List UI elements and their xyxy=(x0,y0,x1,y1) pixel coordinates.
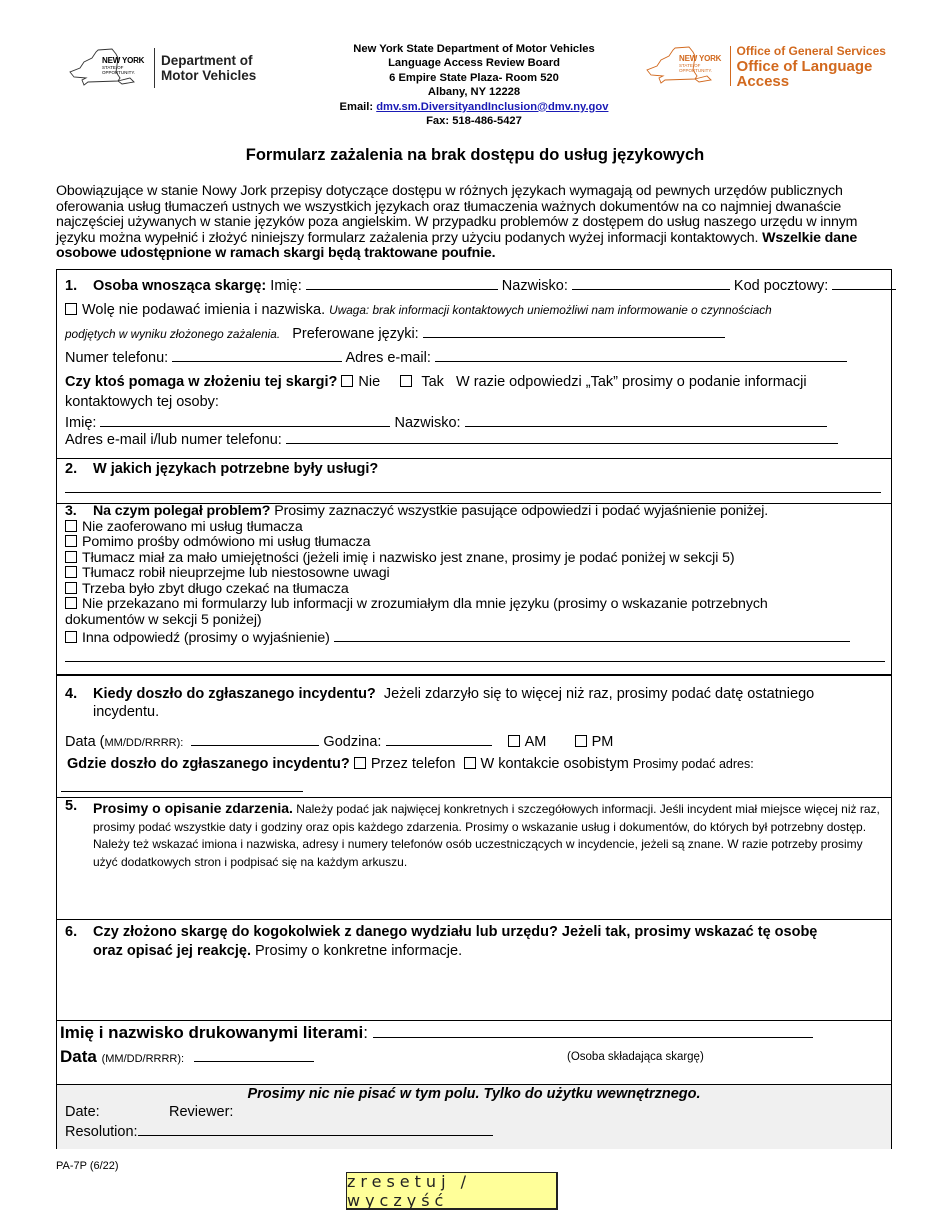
email-label: Email: xyxy=(339,100,377,113)
option-checkbox[interactable] xyxy=(65,566,77,578)
internal-use-box: Prosimy nic nie pisać w tym polu. Tylko do użytku wewnętrznego. Date: Reviewer: Resolution: xyxy=(57,1085,891,1149)
logo-divider xyxy=(730,46,731,86)
incident-address-field[interactable] xyxy=(61,778,303,792)
agency-name-line2: Motor Vehicles xyxy=(161,68,257,83)
incident-time-field[interactable] xyxy=(386,732,492,746)
ogs-name: Office of General Services xyxy=(736,43,886,58)
helper-first-name-field[interactable] xyxy=(100,413,390,427)
section1-heading: Osoba wnosząca skargę: xyxy=(93,278,267,294)
form-code: PA-7P (6/22) xyxy=(56,1160,119,1172)
other-explanation-field[interactable] xyxy=(334,628,850,642)
printed-name-field[interactable] xyxy=(373,1021,813,1038)
section-complainant: 1. Osoba wnosząca skargę: Imię: Nazwisko: Kod pocztowy: Wolę nie podawać imienia i nazwiska. Uwaga: brak informacji kontaktowych uniemożliwi nam informowanie o czynnościach podjętych w wyniku złożonego zażalenia. Preferowane języki: Numer telefonu: Adres e-mail: Czy ktoś pomaga w złożeniu tej skargi? Nie Tak W razie odpowiedzi „Tak” prosimy o podanie informacji kontaktowych tej osoby: Imię: Nazwisko: Adres e-mail i/lub numer telefonu: xyxy=(57,270,891,459)
contact-fax: Fax: 518-486-5427 xyxy=(426,115,522,128)
section-languages: 2. W jakich językach potrzebne były usługi? xyxy=(57,459,891,504)
section-description: 5. Prosimy o opisanie zdarzenia. Należy podać jak najwięcej konkretnych i szczegółowych informacji. Jeśli incydent miał miejsce więcej niż raz, prosimy podać wszystkie daty i godziny oraz opis każdego zdarzenia. Prosimy o wskazanie usług i dokumentów, do których był potrzebny dostęp. Należy też wskazać imiona i nazwiska, adresy i numery telefonów osób uczestniczących w incydencie, jeżeli są znane. W razie potrzeby prosimy użyć dodatkowych stron i podpisać się na każdym arkuszu. xyxy=(57,798,891,920)
helper-no-checkbox[interactable] xyxy=(341,375,353,387)
languages-field[interactable] xyxy=(65,479,881,493)
option-checkbox[interactable] xyxy=(65,597,77,609)
in-person-checkbox[interactable] xyxy=(464,757,476,769)
ola-name: Office of Language Access xyxy=(736,57,873,90)
contact-city: Albany, NY 12228 xyxy=(427,86,521,99)
logo-divider xyxy=(154,48,155,88)
phone-field[interactable] xyxy=(172,348,342,362)
helper-contact-field[interactable] xyxy=(286,430,838,444)
by-phone-checkbox[interactable] xyxy=(354,757,366,769)
email-field[interactable] xyxy=(435,348,847,362)
helper-yes-checkbox[interactable] xyxy=(400,375,412,387)
anonymous-checkbox[interactable] xyxy=(65,303,77,315)
where-question: Gdzie doszło do zgłaszanego incydentu? xyxy=(67,756,350,772)
ogs-language-access-logo xyxy=(645,44,925,88)
contact-board: Language Access Review Board xyxy=(388,57,560,70)
first-name-field[interactable] xyxy=(306,276,498,290)
section-prior-complaint: 6. Czy złożono skargę do kogokolwiek z danego wydziału lub urzędu? Jeżeli tak, prosimy wskazać tę osobę oraz opisać jej reakcję. Prosimy o konkretne informacje. xyxy=(57,920,891,1021)
other-explanation-field-2[interactable] xyxy=(65,648,885,662)
contact-agency: New York State Department of Motor Vehicles xyxy=(353,43,595,55)
option-checkbox[interactable] xyxy=(65,535,77,547)
confidentiality-notice: Wszelkie dane osobowe udostępnione w ramach skargi będą traktowane poufnie. xyxy=(56,229,858,262)
resolution-field xyxy=(138,1122,493,1136)
other-checkbox[interactable] xyxy=(65,631,77,643)
section-signature: Imię i nazwisko drukowanymi literami: Data (MM/DD/RRRR): (Osoba składająca skargę) xyxy=(57,1021,891,1085)
section5-heading: Prosimy o opisanie zdarzenia. xyxy=(93,800,293,816)
intro-paragraph: Obowiązujące w stanie Nowy Jork przepisy dotyczące dostępu w różnych językach wymagają od pewnych urzędów publicznych oferowania usług tłumaczeń ustnych we wszystkich językach oraz tłumaczenia ważnych dokumentów na co najmniej dwanaście najczęściej używanych w stanie języków poza angielskim. W przypadku problemów z dostępem do usług naszego urzędu w innym języku można wypełnić i złożyć niniejszy formularz zażalenia przy użyciu podanych wyżej informacji kontaktowych. Wszelkie dane osobowe udostępnione w ramach skargi będą traktowane poufnie. xyxy=(56,183,858,262)
zip-code-field[interactable] xyxy=(832,276,896,290)
email-link[interactable]: dmv.sm.DiversityandInclusion@dmv.ny.gov xyxy=(376,100,609,113)
printed-name-label: Imię i nazwisko drukowanymi literami xyxy=(60,1023,364,1042)
contact-street: 6 Empire State Plaza- Room 520 xyxy=(389,71,559,84)
complainant-caption: (Osoba składająca skargę) xyxy=(567,1051,704,1063)
option-checkbox[interactable] xyxy=(65,520,77,532)
new-york-state-map-icon: NEW YORK STATE OF OPPORTUNITY. xyxy=(645,46,722,86)
section-problem: 3. Na czym polegał problem? Prosimy zaznaczyć wszystkie pasujące odpowiedzi i podać wyjaśnienie poniżej. Nie zaoferowano mi usług tłumacza Pomimo prośby odmówiono mi usług tłumacza Tłumacz miał za mało umiejętności (jeżeli imię i nazwisko jest znane, prosimy je podać poniżej w sekcji 5) Tłumacz robił nieuprzejme lub niestosowne uwagi Trzeba było zbyt długo czekać na tłumacza Nie przekazano mi formularzy lub informacji w zrozumiałym dla mnie języku (prosimy o wskazanie potrzebnych dokumentów w sekcji 5 poniżej) Inna odpowiedź (prosimy o wyjaśnienie) xyxy=(57,504,891,676)
section4-heading: Kiedy doszło do zgłaszanego incydentu? xyxy=(93,686,376,702)
section6-heading: Czy złożono skargę do kogokolwiek z danego wydziału lub urzędu? Jeżeli tak, prosimy wskazać tę osobę xyxy=(93,924,818,940)
agency-name-line1: Department of xyxy=(161,53,253,68)
section2-heading: W jakich językach potrzebne były usługi? xyxy=(93,461,379,477)
helper-question: Czy ktoś pomaga w złożeniu tej skargi? xyxy=(65,374,338,390)
complaint-form xyxy=(56,269,892,1149)
option-checkbox[interactable] xyxy=(65,551,77,563)
am-checkbox[interactable] xyxy=(508,735,520,747)
section3-heading: Na czym polegał problem? xyxy=(93,503,271,519)
anonymity-note: Uwaga: brak informacji kontaktowych uniemożliwi nam informowanie o czynnościach xyxy=(329,303,772,317)
helper-last-name-field[interactable] xyxy=(465,413,827,427)
internal-use-heading: Prosimy nic nie pisać w tym polu. Tylko do użytku wewnętrznego. xyxy=(247,1086,701,1102)
signature-date-field[interactable] xyxy=(194,1047,314,1062)
last-name-field[interactable] xyxy=(572,276,730,290)
option-checkbox[interactable] xyxy=(65,582,77,594)
dmv-logo xyxy=(68,46,268,90)
new-york-state-map-icon: NEW YORK STATE OF OPPORTUNITY. xyxy=(68,48,146,88)
preferred-languages-field[interactable] xyxy=(423,324,725,338)
section-incident-time: 4. Kiedy doszło do zgłaszanego incydentu? Jeżeli zdarzyło się to więcej niż raz, prosimy podać datę ostatniego incydentu. Data (MM/DD/RRRR): Godzina: AM PM Gdzie doszło do zgłaszanego incydentu? Przez telefon W kontakcie osobistym Prosimy podać adres: xyxy=(57,676,891,798)
incident-date-field[interactable] xyxy=(191,732,319,746)
contact-block xyxy=(300,42,648,128)
page-title: Formularz zażalenia na brak dostępu do usług językowych xyxy=(245,146,705,164)
pm-checkbox[interactable] xyxy=(575,735,587,747)
reset-button[interactable]: zresetuj / wyczyść xyxy=(346,1172,558,1210)
